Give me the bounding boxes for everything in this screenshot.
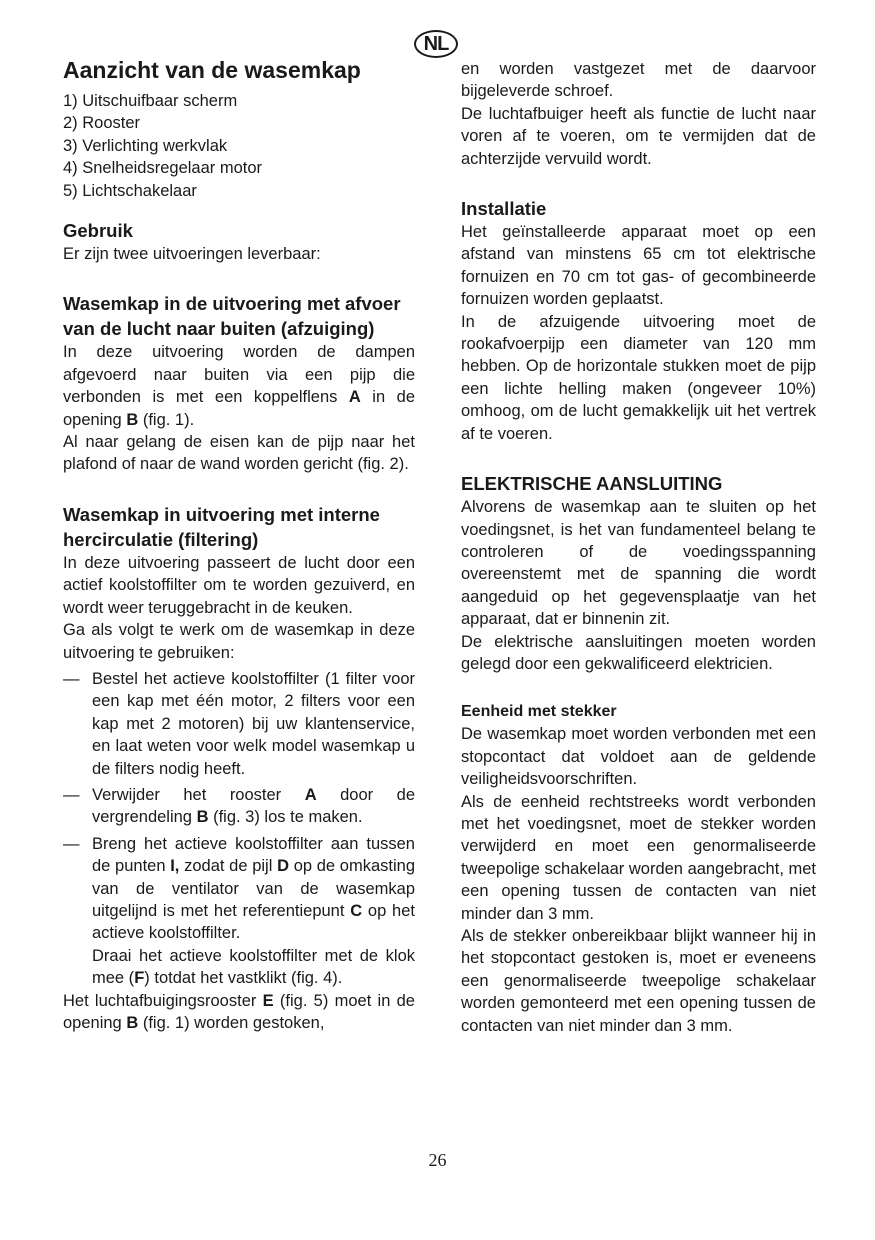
heading-installatie: Installatie bbox=[461, 198, 547, 220]
heading-eenheid-met-stekker: Eenheid met stekker bbox=[461, 703, 617, 721]
heading-hercirculatie: Wasemkap in uitvoering met interne hercirculatie (filtering) bbox=[63, 503, 380, 550]
hercirculatie-paragraph-1: In deze uitvoering passeert de lucht door een actief koolstoffilter om te worden gezuiverd, en wordt weer teruggebracht in de keuken. bbox=[63, 553, 415, 617]
heading-afvoer: Wasemkap in de uitvoering met afvoer van de lucht naar buiten (afzuiging) bbox=[63, 293, 401, 340]
hercirculatie-paragraph-2: Ga als volgt te werk om de wasemkap in deze uitvoering te gebruiken: bbox=[63, 621, 415, 662]
instruction-step bbox=[63, 668, 415, 780]
dash-bullet: — bbox=[63, 834, 80, 853]
continued-paragraph-1: en worden vastgezet met de daarvoor bijgeleverde schroef. bbox=[461, 60, 816, 101]
stekker-paragraph-2: Als de eenheid rechtstreeks wordt verbonden met het voedingsnet, moet de stekker worden verwijderd en moet een genormaliseerde tweepolige schakelaar worden aangebracht, met een opening tussen de contacten van niet minder dan 3 mm. bbox=[461, 792, 816, 923]
step-text-continued: Draai het actieve koolstoffilter met de klok mee (F) totdat het vastklikt (fig. 4). bbox=[92, 946, 415, 988]
stekker-paragraph-1: De wasemkap moet worden verbonden met een stopcontact dat voldoet aan de geldende veiligheidsvoorschriften. bbox=[461, 725, 816, 789]
afvoer-paragraph-2: Al naar gelang de eisen kan de pijp naar het plafond of naar de wand worden gericht (fig. 2). bbox=[63, 433, 415, 474]
parts-list-item: 5) Lichtschakelaar bbox=[63, 181, 197, 200]
page-number: 26 bbox=[428, 1150, 447, 1170]
step-text: Breng het actieve koolstoffilter aan tussen de punten I, zodat de pijl D op de omkasting van de ventilator van de wasemkap uitgelijnd is met het referentiepunt C op het actieve koolstoffilter. bbox=[92, 834, 415, 943]
installatie-paragraph-2: In de afzuigende uitvoering moet de rookafvoerpijp een diameter van 120 mm hebben. Op de horizontale stukken moet de pijp een lichte helling maken (ongeveer 10%) omhoog, om de lucht gemakkelijk uit het vertrek af te voeren. bbox=[461, 312, 816, 443]
afvoer-paragraph-1: In deze uitvoering worden de dampen afgevoerd naar buiten via een pijp die verbonden is met een koppelflens A in de opening B (fig. 1). bbox=[63, 343, 415, 429]
parts-list-item: 1) Uitschuifbaar scherm bbox=[63, 92, 238, 110]
gebruik-text: Er zijn twee uitvoeringen leverbaar: bbox=[63, 245, 321, 264]
dash-bullet: — bbox=[63, 669, 80, 688]
step-text: Verwijder het rooster A door de vergrendeling B (fig. 3) los te maken. bbox=[92, 785, 416, 827]
rooster-paragraph: Het luchtafbuigingsrooster E (fig. 5) moet in de opening B (fig. 1) worden gestoken, bbox=[63, 991, 415, 1032]
elektrisch-paragraph-2: De elektrische aansluitingen moeten worden gelegd door een gekwalificeerd elektricien. bbox=[461, 632, 816, 673]
instruction-step bbox=[63, 833, 415, 990]
section-title-overview: Aanzicht van de wasemkap bbox=[63, 57, 361, 83]
parts-list-item: 4) Snelheidsregelaar motor bbox=[63, 159, 263, 178]
stekker-paragraph-3: Als de stekker onbereikbaar blijkt wanneer hij in het stopcontact gestoken is, moet er eveneens een genormaliseerde tweepolige schakelaar worden gemonteerd met een opening tussen de contacten van niet minder dan 3 mm. bbox=[461, 927, 816, 1035]
elektrisch-paragraph-1: Alvorens de wasemkap aan te sluiten op het voedingsnet, is het van fundamenteel belang te controleren of de voedingsspanning overeenstemt met de spanning die wordt aangeduid op het gegevensplaatje van het apparaat, dat er binnenin zit. bbox=[461, 498, 816, 629]
dash-bullet: — bbox=[63, 785, 80, 804]
continued-paragraph-2: De luchtafbuiger heeft als functie de lucht naar voren af te voeren, om te vermijden dat de achterzijde vervuild wordt. bbox=[461, 104, 816, 168]
heading-gebruik: Gebruik bbox=[63, 220, 133, 242]
left-column bbox=[63, 56, 415, 1034]
parts-list bbox=[63, 90, 415, 202]
parts-list-item: 2) Rooster bbox=[63, 114, 141, 133]
step-text: Bestel het actieve koolstoffilter (1 filter voor een kap met één motor, 2 filters voor een kap met 2 motoren) bij uw klantenservice, en laat weten voor welk model wasemkap u de filters nodig heeft. bbox=[92, 669, 415, 778]
instruction-step bbox=[63, 784, 415, 829]
parts-list-item: 3) Verlichting werkvlak bbox=[63, 136, 228, 155]
installatie-paragraph-1: Het geïnstalleerde apparaat moet op een afstand van minstens 65 cm tot elektrische fornuizen en 70 cm tot gas- of gecombineerde fornuizen worden geplaatst. bbox=[461, 223, 816, 309]
language-badge: NL bbox=[414, 30, 458, 58]
heading-elektrische-aansluiting: ELEKTRISCHE AANSLUITING bbox=[461, 473, 723, 495]
right-column bbox=[461, 58, 816, 1037]
